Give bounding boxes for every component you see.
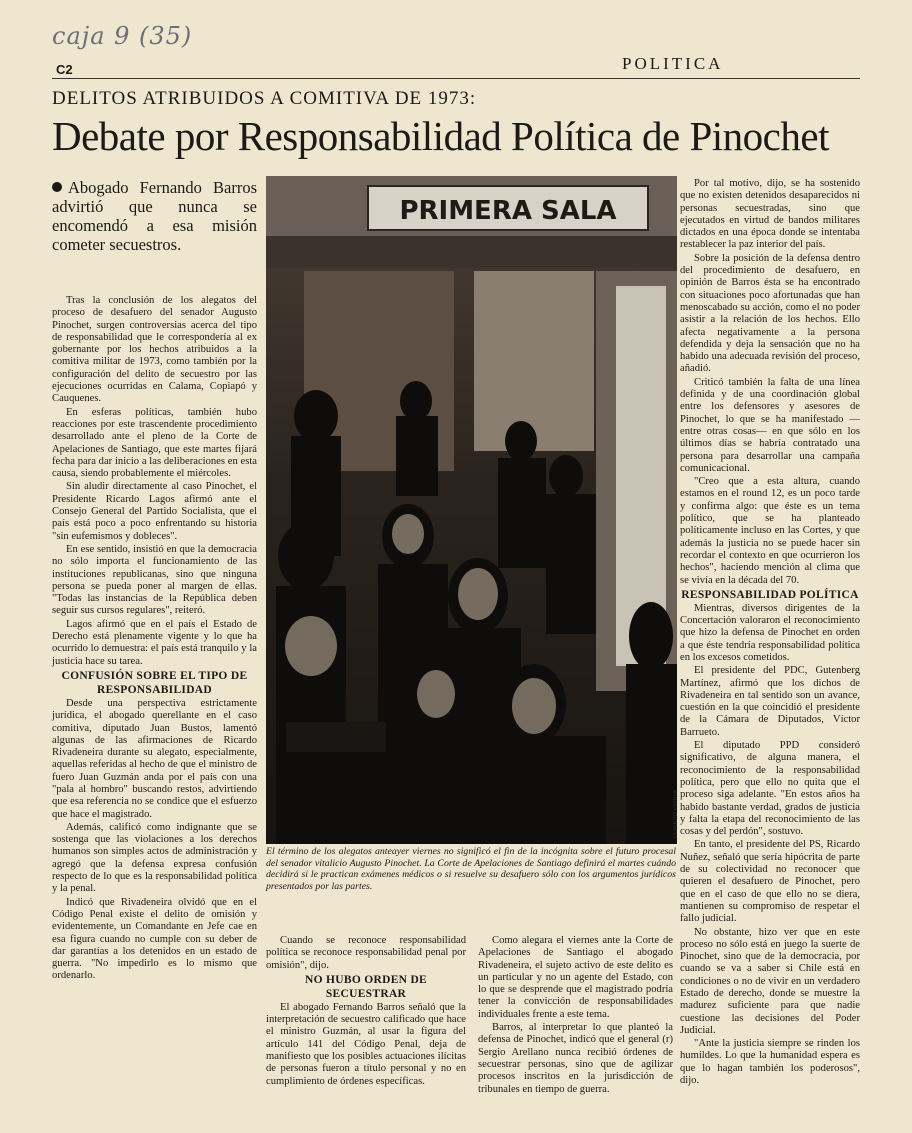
paragraph: Además, calificó como indignante que se sostenga que las violaciones a los derechos humanos son simples actos de administración y agregó que la defensa expresa confusión respecto de lo que es la responsabilidad política y la penal.: [52, 821, 257, 895]
news-photo: [266, 176, 677, 844]
photo-caption: El término de los alegatos anteayer viernes no significó el fin de la incógnita sobre el futuro procesal del senador vitalicio Augusto Pinochet. La Corte de Apelaciones de Santiago definirá el martes cuándo decidirá si le practican exámenes médicos o si resuelve su desafuero sólo con los argumentos jurídicos presentados por las partes.: [266, 846, 676, 892]
page-number: C2: [56, 62, 73, 77]
paragraph: El abogado Fernando Barros señaló que la interpretación de secuestro calificado que hace el ministro Guzmán, al usar la figura del artículo 141 del Código Penal, deja de manifiesto que los posibles actuaciones ilícitas de personas fueron a título personal y no en cumplimiento de órdenes específicas.: [266, 1001, 466, 1087]
paragraph: Barros, al interpretar lo que planteó la defensa de Pinochet, indicó que el general (r) Sergio Arellano nunca recibió órdenes de secuestrar personas, sino que de agilizar procesos inscritos en la jurisdicción de tribunales en tiempo de guerra.: [478, 1022, 673, 1095]
lead-summary: [52, 178, 257, 254]
paragraph: Criticó también la falta de una línea definida y de una coordinación global entre los defensores y asesores de Pinochet, lo que se ha manifestado —entre otras cosas— en que sólo en los últimos días se habría contratado una persona para desarrollar una campaña comunicacional.: [680, 376, 860, 474]
subheading: CONFUSIÓN SOBRE EL TIPO DE RESPONSABILIDAD: [61, 669, 248, 696]
header-rule: [52, 78, 860, 79]
paragraph: Cuando se reconoce responsabilidad política se reconoce responsabilidad penal por omisión", dijo.: [266, 935, 466, 971]
headline: Debate por Responsabilidad Política de Pinochet: [52, 113, 829, 159]
paragraph: Desde una perspectiva estrictamente jurídica, el abogado querellante en el caso comitiva, diputado Juan Bustos, lamentó algunas de las afirmaciones de Ricardo Rivadeneira durante su alegato, especialmente, aquellas referidas al hecho de que el ministro de fuero Juan Guzmán anda por el país con una "pala al hombro" buscando restos, advirtiendo que esa referencia no se condice que el esfuerzo que hace el magistrado.: [52, 697, 257, 820]
subheading: RESPONSABILIDAD POLÍTICA: [681, 588, 859, 601]
paragraph: En esferas políticas, también hubo reacciones por este trascendente procedimiento desarrollado ante el pleno de la Corte de Apelaciones de Santiago, que este martes fijará fecha para dar inicio a las deliberaciones en esta causa, siendo probablemente el miércoles.: [52, 406, 257, 480]
paragraph: En tanto, el presidente del PS, Ricardo Nuñez, señaló que sería hipócrita de parte de su colectividad no reconocer que quieren el desafuero de Pinochet, pero que en el caso de que ello no se diera, mantienen su compromiso de respetar el fallo judicial.: [680, 839, 860, 925]
photo-credit: CLAUDIO PARRA: [673, 790, 679, 839]
column-1: [52, 295, 257, 984]
paragraph: Indicó que Rivadeneira olvidó que en el Código Penal existe el delito de omisión y evidentemente, un Comandante en Jefe cae en esa figura cuando no cumple con su deber de dar garantías a los detenidos en un estado de guerra. "No impedirlo es lo mismo que ordenarlo.: [52, 896, 257, 982]
paragraph: No obstante, hizo ver que en este proceso no sólo está en juego la suerte de Pinochet, sino que de la democracia, por cuando se va a saber si Chile está en condiciones o no de vivir en un verdadero Estado de derecho, donde se muestre la madurez suficiente para que nadie cuestione las decisiones del Poder Judicial.: [680, 926, 860, 1036]
paragraph: "Ante la justicia siempre se rinden los humildes. Lo que la humanidad espera es que lo hagan también los poderosos", dijo.: [680, 1038, 860, 1087]
paragraph: En ese sentido, insistió en que la democracia no sólo importa el funcionamiento de las instituciones republicanas, sino que ninguna persona se pueda poner al margen de ellas. "Todas las instancias de la República deben seguir sus cursos regulares", reiteró.: [52, 543, 257, 617]
paragraph: Sin aludir directamente al caso Pinochet, el Presidente Ricardo Lagos afirmó ante el Consejo General del Partido Socialista, que el país está poco a poco enfrentando su historia "sin eufemismos y dobleces".: [52, 481, 257, 542]
paragraph: El presidente del PDC, Gutenberg Martínez, afirmó que los dichos de Rivadeneira en tal sentido son un avance, cuestión en la que coincidió el presidente de la Cámara de Diputados, Víctor Barrueto.: [680, 665, 860, 738]
courtroom-photo-image: [266, 176, 677, 844]
column-4: [680, 178, 860, 1088]
lead-text: Abogado Fernando Barros advirtió que nunca se encomendó a esa misión cometer secuestros.: [52, 178, 257, 254]
paragraph: Lagos afirmó que en el país el Estado de Derecho está plenamente vigente y lo que ha ocurrido lo demuestra: el país está tranquilo y la justicia hace su tarea.: [52, 618, 257, 667]
column-3: [478, 935, 673, 1097]
paragraph: Mientras, diversos dirigentes de la Concertación valoraron el reconocimiento que hizo la defensa de Pinochet en orden a que éste tendría responsabilidad política en los excesos cometidos.: [680, 602, 860, 663]
paragraph: Por tal motivo, dijo, se ha sostenido que no existen detenidos desaparecidos ni personas secuestradas, sino que ejecutados en virtud de bandos militares dictados en una época donde se intentaba restablecer la paz interior del país.: [680, 178, 860, 251]
paragraph: Como alegara el viernes ante la Corte de Apelaciones de Santiago el abogado Rivadeneira, el sujeto activo de este delito es un particular y no un agente del Estado, con lo que se desprende que el magistrado podría tener la convicción de responsabilidades individuales frente a este tema.: [478, 935, 673, 1020]
section-title: POLITICA: [622, 54, 724, 73]
column-2: [266, 935, 466, 1089]
kicker: DELITOS ATRIBUIDOS A COMITIVA DE 1973:: [52, 88, 477, 109]
subheading: NO HUBO ORDEN DE SECUESTRAR: [304, 973, 428, 1000]
paragraph: Sobre la posición de la defensa dentro del procedimiento de desafuero, en opinión de Barros ésta se ha encontrado con situaciones poco afortunadas que han menoscabado su acción, como el no poder asistir a la relación de los hechos. Ello afecta negativamente a la persona defendida y deja la sensación que no ha habido una adecuada revisión del proceso, añadió.: [680, 252, 860, 375]
paragraph: Tras la conclusión de los alegatos del proceso de desafuero del senador Augusto Pinochet, surgen controversias acerca del tipo de responsabilidad que le correspondería al ex gobernante por los hechos atribuidos a la comitiva militar de 1973, como también por la configuración del delito de secuestro por las ejecuciones ocurridas en Calama, Copiapó y Cauquenes.: [52, 295, 257, 405]
paragraph: El diputado PPD consideró significativo, de alguna manera, el reconocimiento de la responsabilidad política, pero que ello no quita que el proceso siga adelante. "En estos años ha habido bastante verdad, grados de justicia y falta la etapa del reconocimiento de las cosas y del perdón", sostuvo.: [680, 740, 860, 838]
primera-sala-sign: PRIMERA SALA: [399, 196, 617, 226]
handwritten-annotation: caja 9 (35): [52, 22, 193, 50]
paragraph: "Creo que a esta altura, cuando estamos en el round 12, es un poco tarde y confirma algo: que éste es un tema político, que se ha planteado políticamente incluso en las Cortes, y que además la justicia no se puede hacer sin recordar el contexto en que ocurrieron los hechos", haciendo mención al clima que se vivía en la década del 70.: [680, 476, 860, 586]
bullet-icon: [52, 182, 62, 192]
